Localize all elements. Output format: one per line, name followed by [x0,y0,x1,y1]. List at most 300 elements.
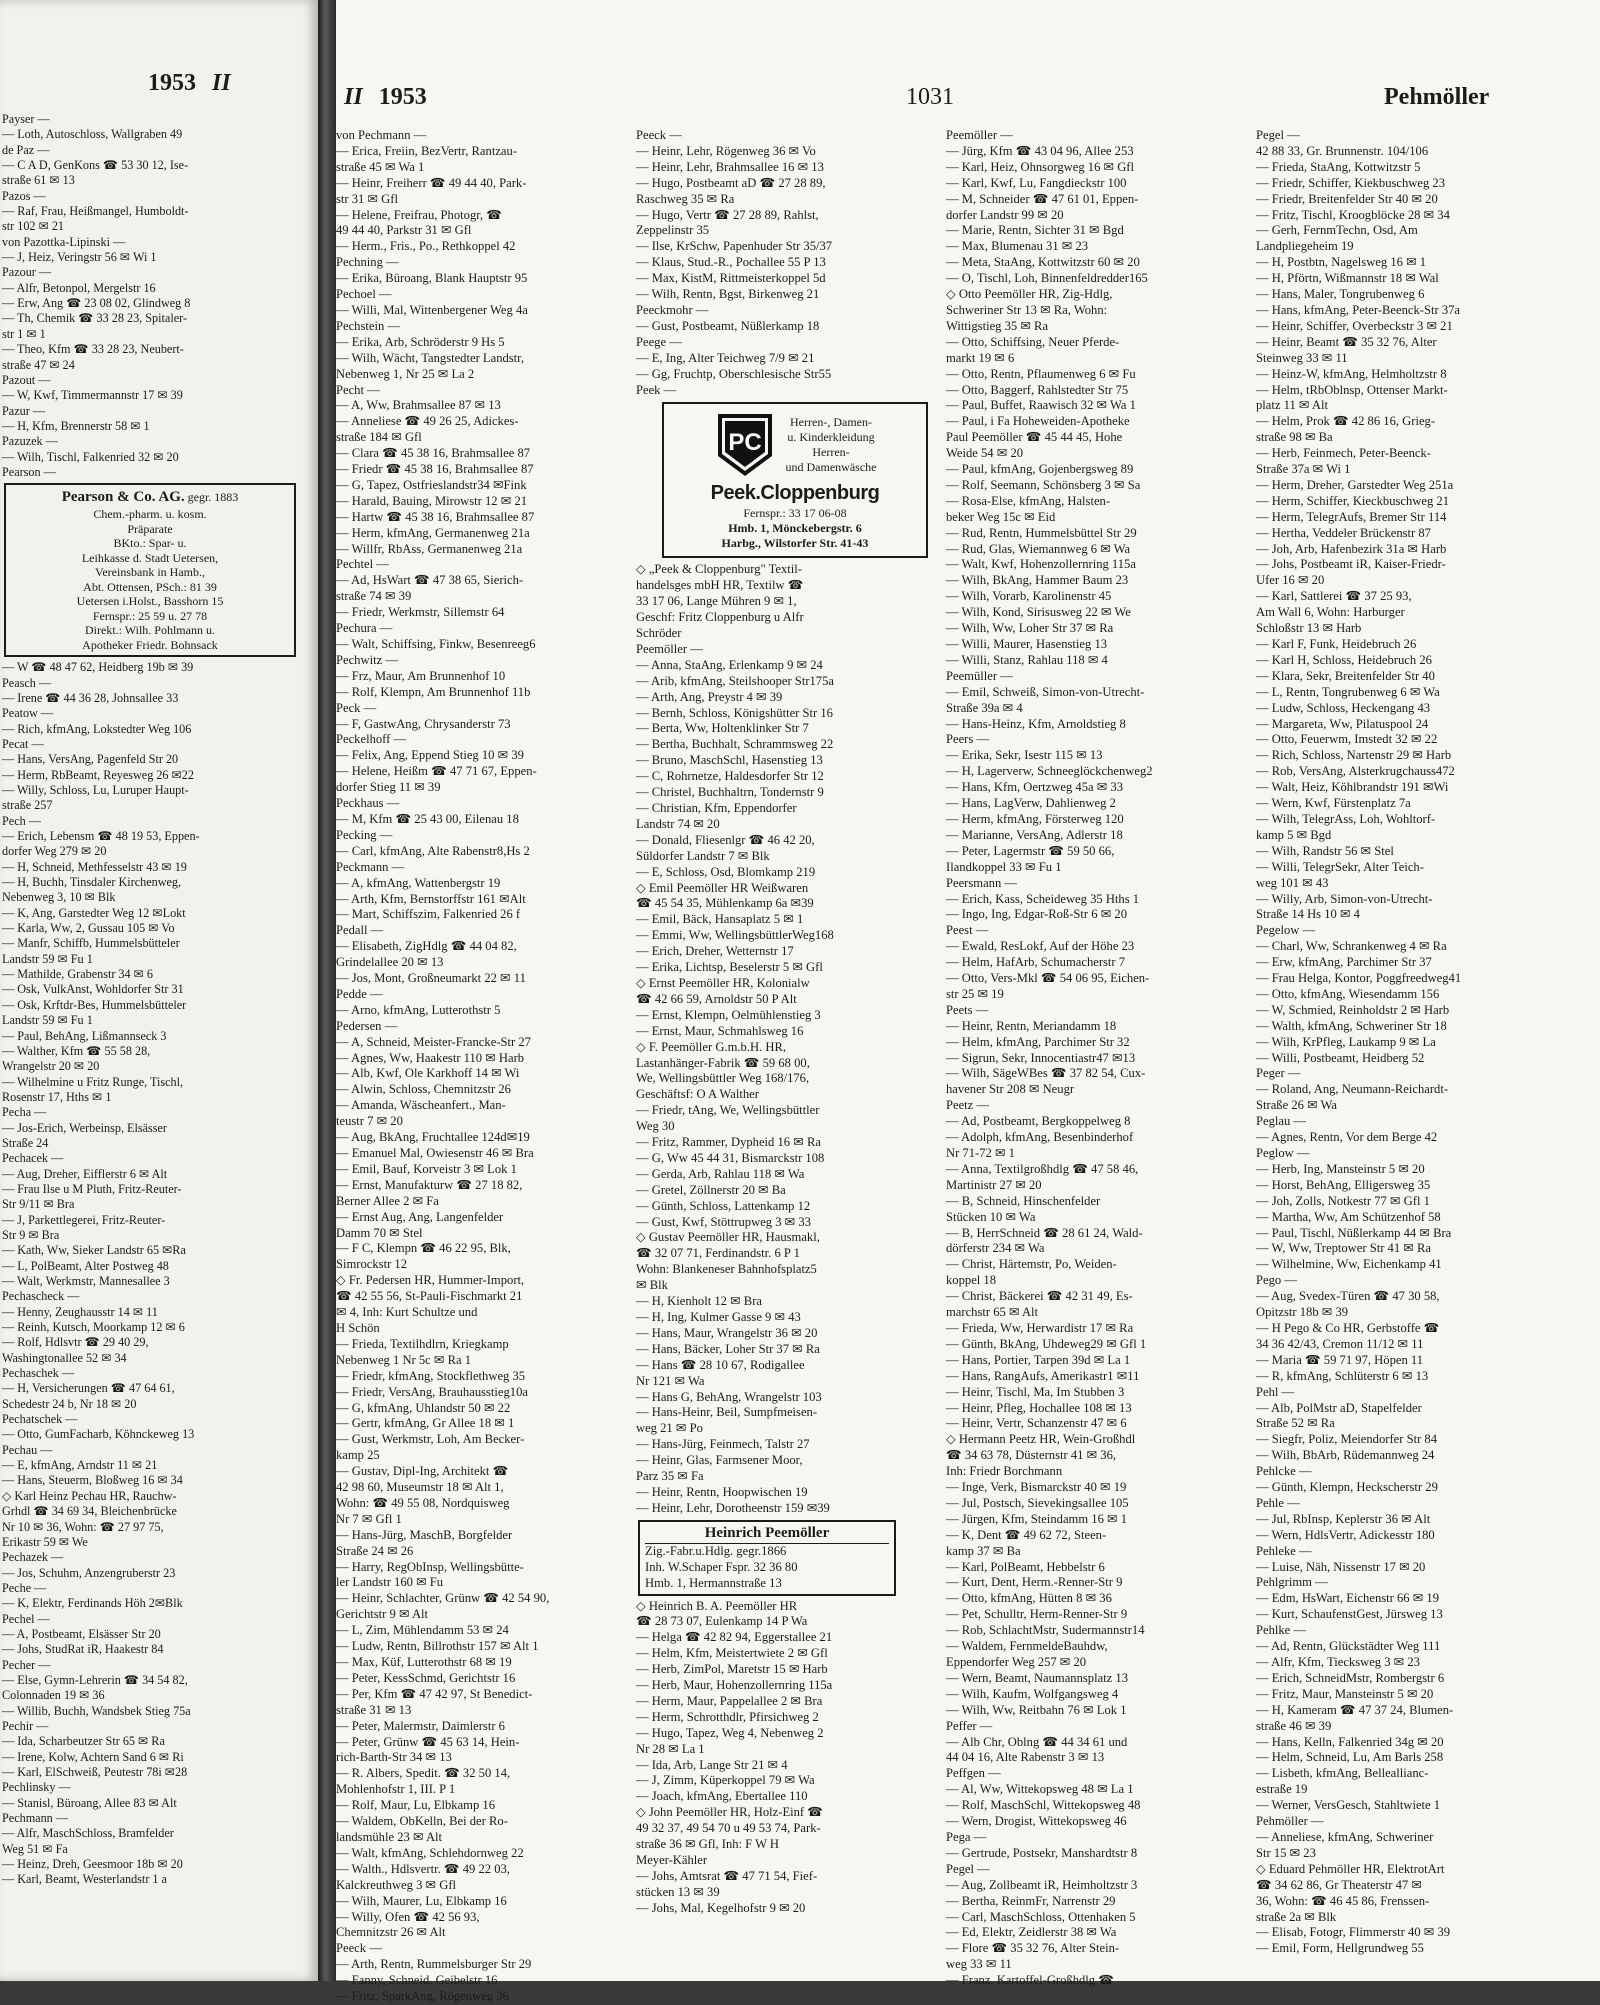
catchword: Pehmöller [1384,84,1490,110]
directory-entry: — Willy, Arb, Simon-von-Utrecht- [1256,891,1433,906]
pc-phone: Fernspr.: 33 17 06-08 [743,506,847,521]
directory-entry: — Paul, Buffet, Raawisch 32 ✉ Wa 1 [946,398,1136,413]
pc-ad-line: und Damenwäsche [785,460,877,475]
directory-entry: — Willi, Postbeamt, Heidberg 52 [1256,1050,1425,1065]
directory-entry: — Wilh, Kond, Sirisusweg 22 ✉ We [946,605,1131,620]
directory-entry: — Raf, Frau, Heißmangel, Humboldt- [2,204,189,219]
directory-entry: — Walth, kfmAng, Schweriner Str 18 [1256,1018,1447,1033]
directory-entry: Paul Peemöller ☎ 45 44 45, Hohe [946,430,1123,445]
directory-entry: — Jos, Schuhm, Anzengruberstr 23 [2,1565,176,1580]
directory-entry: Schedestr 24 b, Nr 18 ✉ 20 [2,1396,137,1411]
directory-entry: Raschweg 35 ✉ Ra [636,191,735,206]
directory-entry: — W, Schmied, Reinholdstr 2 ✉ Harb [1256,1002,1450,1017]
directory-entry: — Jul, RbInsp, Keplerstr 36 ✉ Alt [1256,1511,1431,1526]
directory-entry: — A, Ww, Brahmsallee 87 ✉ 13 [336,398,501,413]
directory-entry: dorfer Landstr 99 ✉ 20 [946,207,1064,222]
directory-entry: — B, Schneid, Hinschenfelder [946,1193,1101,1208]
directory-entry: ◇ Fr. Pedersen HR, Hummer-Import, [336,1273,525,1288]
directory-entry: — Fritz, SparkAng, Rögenweg 36 [336,1989,509,2004]
directory-entry: Peglau — [1256,1114,1307,1129]
directory-entry: — Christ, Bäckerei ☎ 42 31 49, Es- [946,1289,1133,1304]
directory-entry: — Ingo, Ing, Edgar-Roß-Str 6 ✉ 20 [946,907,1127,922]
directory-entry: — Aug, Dreher, Eifflerstr 6 ✉ Alt [2,1166,168,1181]
directory-entry: — Willi, Maurer, Hasenstieg 13 [946,637,1108,651]
directory-entry: — Frieda, Ww, Herwardistr 17 ✉ Ra [946,1320,1134,1335]
directory-entry: — Fritz, Rammer, Dypheid 16 ✉ Ra [636,1135,821,1150]
directory-entry: — Flore ☎ 35 32 76, Alter Stein- [946,1941,1120,1956]
directory-entry: Inh: Friedr Borchmann [946,1464,1063,1479]
directory-entry: kamp 25 [336,1448,380,1463]
directory-entry: — Siegfr, Poliz, Meiendorfer Str 84 [1256,1432,1438,1447]
directory-entry: — R. Albers, Spedit. ☎ 32 50 14, [336,1766,511,1781]
directory-entry: 42 88 33, Gr. Brunnenstr. 104/106 [1256,143,1429,158]
directory-entry: — Jul, Postsch, Sievekingsallee 105 [946,1495,1129,1510]
directory-entry: Pedde — [336,986,383,1001]
directory-entry: Str 9 ✉ Bra [2,1227,60,1242]
directory-entry: — Rob, SchlachtMstr, Sudermannstr14 [946,1623,1145,1638]
directory-entry: ◇ Hermann Peetz HR, Wein-Großhdl [946,1432,1136,1447]
directory-entry: — Wilh, BbArb, Rüdemannweg 24 [1256,1448,1435,1463]
directory-entry: Pehlgrimm — [1256,1575,1328,1590]
directory-entry: Pecat — [2,736,44,751]
directory-entry: — Wern, Beamt, Naumannsplatz 13 [946,1670,1129,1685]
directory-entry: — Wilh, Kaufm, Wolfgangsweg 4 [946,1686,1119,1701]
directory-entry: — Ludw, Rentn, Billrothstr 157 ✉ Alt 1 [336,1639,539,1654]
directory-entry: Weg 30 [636,1119,675,1134]
directory-entry: Grhdl ☎ 34 69 34, Bleichenbrücke [2,1504,177,1519]
directory-entry: — Carl, MaschSchloss, Ottenhaken 5 [946,1909,1136,1924]
directory-entry: — Alfr, Betonpol, Mergelstr 16 [2,280,156,295]
directory-entry: — Heinr, Rentn, Meriandamm 18 [946,1018,1117,1033]
directory-entry: — Ad, Postbeamt, Bergkoppelweg 8 [946,1114,1131,1129]
directory-entry: — C A D, GenKons ☎ 53 30 12, Ise- [2,158,189,173]
directory-entry: — Max, Blumenau 31 ✉ 23 [946,239,1089,254]
directory-entry: — Walt, Kwf, Hohenzollernring 115a [946,557,1136,572]
directory-entry: — Heinr, Schlachter, Grünw ☎ 42 54 90, [336,1591,550,1606]
directory-entry: Pehl — [1256,1384,1295,1399]
directory-entry: str 25 ✉ 19 [946,986,1004,1001]
directory-entry: Weg 51 ✉ Fa [2,1841,68,1856]
directory-entry: — Herm, Schiffer, Kieckbuschweg 21 [1256,493,1450,508]
directory-entry: Pehlke — [1256,1623,1307,1638]
directory-entry: Schröder [636,626,682,641]
directory-entry: straße 74 ✉ 39 [336,589,412,604]
directory-entry: — Erw, Ang ☎ 23 08 02, Glindweg 8 [2,296,191,311]
directory-entry: — G, Tapez, Ostfrieslandstr34 ✉Fink [336,477,527,492]
directory-entry: — Ilse, KrSchw, Papenhuder Str 35/37 [636,239,833,254]
directory-entry: — Max, Küf, Lutterothstr 68 ✉ 19 [336,1655,512,1669]
directory-entry: — E, kfmAng, Arndstr 11 ✉ 21 [2,1458,158,1473]
directory-entry: — Rolf, Klempn, Am Brunnenhof 11b [336,684,531,699]
directory-entry: — Ed, Elektr, Zeidlerstr 38 ✉ Wa [946,1925,1117,1940]
directory-entry: Straße 39a ✉ 4 [946,700,1023,715]
directory-entry: — Erich, Dreher, Wetternstr 17 [636,944,794,959]
directory-entry: — Emil, Form, Hellgrundweg 55 [1256,1941,1424,1956]
directory-entry: — Alb, Kwf, Ole Karkhoff 14 ✉ Wi [336,1066,520,1081]
directory-entry: Peetz — [946,1098,990,1113]
directory-entry: Peets — [946,1002,989,1017]
directory-entry: Nr 7 ✉ Gfl 1 [336,1511,402,1526]
directory-entry: Pedersen — [336,1018,398,1033]
directory-entry: — Klaus, Stud.-R., Pochallee 55 P 13 [636,255,826,270]
directory-entry: — Gg, Fruchtp, Oberschlesische Str55 [636,366,832,381]
directory-entry: — Heinr, Tischl, Ma, Im Stubben 3 [946,1384,1125,1399]
directory-entry: Straße 52 ✉ Ra [1256,1416,1335,1431]
directory-entry: — Paul, BehAng, Lißmannseck 3 [2,1028,167,1043]
directory-entry: — Berta, Ww, Holtenklinker Str 7 [636,721,809,736]
directory-entry: Schloßstr 13 ✉ Harb [1256,621,1362,636]
directory-entry: — Christel, Buchhaltrn, Tondernstr 9 [636,785,824,800]
directory-entry: — Ewald, ResLokf, Auf der Höhe 23 [946,939,1135,954]
left-page [0,0,318,1981]
directory-entry: — Walt, Schiffsing, Finkw, Besenreeg6 [336,637,536,651]
directory-entry: — Adolph, kfmAng, Besenbinderhof [946,1130,1134,1145]
directory-entry: — Erika, Lichtsp, Beselerstr 5 ✉ Gfl [636,960,823,975]
directory-entry: — Wilh, Ww, Reitbahn 76 ✉ Lok 1 [946,1702,1127,1717]
pc-address-2: Harbg., Wilstorfer Str. 41-43 [721,536,869,551]
directory-entry: — Wilhelmine u Fritz Runge, Tischl, [2,1074,184,1089]
directory-entry: — M, Kfm ☎ 25 43 00, Eilenau 18 [336,811,519,826]
directory-entry: — Mart, Schiffszim, Falkenried 26 f [336,907,521,922]
directory-entry: Peest — [946,923,989,938]
directory-entry: — Ernst, Manufakturw ☎ 27 18 82, [336,1177,523,1192]
directory-entry: — Peter, Grünw ☎ 45 63 14, Hein- [336,1734,520,1749]
directory-entry: straße 45 ✉ Wa 1 [336,159,425,174]
directory-entry: Peemöller — [946,128,1013,142]
directory-entry: — Jürgen, Kfm, Steindamm 16 ✉ 1 [946,1511,1128,1526]
directory-entry: — Heinz, Dreh, Geesmoor 18b ✉ 20 [2,1857,183,1872]
directory-entry: straße 184 ✉ Gfl [336,430,422,445]
directory-entry: Opitzstr 18b ✉ 39 [1256,1305,1349,1320]
left-year: 1953 [148,70,196,96]
pearson-ad-line: Apotheker Friedr. Bohnsack [82,637,218,652]
directory-entry: havener Str 208 ✉ Neugr [946,1082,1075,1097]
directory-entry: — K, Dent ☎ 49 62 72, Steen- [946,1527,1107,1542]
directory-entry: — Arth, Kfm, Bernstorffstr 161 ✉Alt [336,891,526,906]
directory-entry: — Gertrude, Postsekr, Manshardtstr 8 [946,1845,1138,1860]
directory-entry: str 102 ✉ 21 [2,219,65,234]
directory-entry: Geschf: Fritz Cloppenburg u Alfr [636,610,804,625]
directory-entry: — Johs, StudRat iR, Haakestr 84 [2,1642,164,1657]
directory-entry: — Sigrun, Sekr, Innocentiastr47 ✉13 [946,1050,1136,1065]
directory-entry: — Friedr, Schiffer, Kiekbuschweg 23 [1256,175,1446,190]
directory-entry: — Erw, kfmAng, Parchimer Str 37 [1256,955,1432,970]
directory-entry: — Friedr ☎ 45 38 16, Brahmsallee 87 [336,462,534,477]
directory-entry: Zeppelinstr 35 [636,223,710,238]
directory-entry: — Willy, Schloss, Lu, Luruper Haupt- [2,783,189,797]
directory-entry: — Wilh, Tischl, Falkenried 32 ✉ 20 [2,449,179,464]
directory-entry: — E, Ing, Alter Teichweg 7/9 ✉ 21 [636,350,815,365]
directory-entry: — Osk, VulkAnst, Wohldorfer Str 31 [2,982,184,997]
directory-entry: — Ida, Arb, Lange Str 21 ✉ 4 [636,1757,788,1772]
directory-entry: — Bertha, Buchhalt, Schrammsweg 22 [636,737,834,752]
directory-entry: — Walt, Werkmstr, Mannesallee 3 [2,1274,170,1288]
directory-entry: Pazos — [2,188,46,203]
directory-entry: — Stanisl, Büroang, Allee 83 ✉ Alt [2,1795,177,1810]
directory-entry: — Joach, kfmAng, Ebertallee 110 [636,1789,808,1804]
directory-entry: — Walt, kfmAng, Schlehdornweg 22 [336,1845,524,1860]
directory-entry: Pechazek — [2,1550,64,1565]
directory-entry: — Heinr, Vertr, Schanzenstr 47 ✉ 6 [946,1416,1127,1431]
directory-entry: — Kurt, Dent, Herm.-Renner-Str 9 [946,1575,1123,1590]
directory-entry: — Agnes, Ww, Haakestr 110 ✉ Harb [336,1050,525,1065]
directory-entry: — Wern, HdlsVertr, Adickesstr 180 [1256,1527,1435,1542]
directory-entry: — H, Versicherungen ☎ 47 64 61, [2,1381,175,1396]
directory-entry: — H, Kameram ☎ 47 37 24, Blumen- [1256,1702,1454,1717]
directory-entry: — Helene, Heißm ☎ 47 71 67, Eppen- [336,764,537,779]
directory-entry: ◇ Emil Peemöller HR Weißwaren [636,880,809,895]
directory-entry: — Erika, Sekr, Isestr 115 ✉ 13 [946,748,1103,763]
directory-entry: Pechmann — [2,1811,69,1826]
directory-entry: Peersmann — [946,875,1017,890]
book-gutter [318,0,336,1981]
directory-entry: — Hans, Bäcker, Loher Str 37 ✉ Ra [636,1341,820,1356]
right-page-header-left [344,84,427,111]
directory-entry: — L, Rentn, Tongrubenweg 6 ✉ Wa [1256,684,1440,699]
directory-entry: — Wilh, BkAng, Hammer Baum 23 [946,573,1129,588]
directory-entry: dörferstr 234 ✉ Wa [946,1241,1045,1256]
directory-entry: — Emil, Schweiß, Simon-von-Utrecht- [946,684,1145,699]
directory-entry: — Herb, Ing, Mansteinstr 5 ✉ 20 [1256,1161,1425,1176]
directory-entry: — Paul, Tischl, Nüßlerkamp 44 ✉ Bra [1256,1225,1452,1240]
directory-entry: — Alb Chr, Oblng ☎ 44 34 61 und [946,1734,1128,1749]
directory-entry: — Hans, kfmAng, Peter-Beenck-Str 37a [1256,302,1460,317]
directory-entry: 49 32 37, 49 54 70 u 49 53 74, Park- [636,1821,821,1836]
directory-entry: — Rolf, MaschSchl, Wittekopsweg 48 [946,1798,1141,1813]
pc-ad-line: Herren-, Damen- [790,415,872,430]
directory-entry: straße 47 ✉ 24 [2,357,75,372]
directory-entry: — Max, KistM, Rittmeisterkoppel 5d [636,271,826,286]
directory-entry: koppel 18 [946,1273,997,1288]
directory-entry: Straße 24 ✉ 26 [336,1543,414,1558]
directory-entry: — Herm., Fris., Po., Rethkoppel 42 [336,239,516,254]
directory-entry: landsmühle 23 ✉ Alt [336,1829,443,1844]
hp-ad-line: Inh. W.Schaper Fspr. 32 36 80 [645,1559,798,1574]
directory-entry: — Willfr, RbAss, Germanenweg 21a [336,541,523,556]
directory-entry: Meyer-Kähler [636,1853,708,1867]
peek-cloppenburg-ad [662,402,928,558]
directory-entry: weg 101 ✉ 43 [1256,875,1329,890]
pearson-ad-line: Vereinsbank in Hamb., [95,565,205,580]
directory-entry: ☎ 32 07 71, Ferdinandstr. 6 P 1 [636,1246,800,1261]
directory-entry: Peeck — [336,1941,382,1956]
directory-entry: — Bruno, MaschSchl, Hasenstieg 13 [636,753,823,768]
directory-entry: — Hans, VersAng, Pagenfeld Str 20 [2,752,179,767]
directory-entry: Pechau — [2,1442,53,1457]
directory-entry: — Alfr, MaschSchloss, Bramfelder [2,1826,174,1841]
directory-entry: str 31 ✉ Gfl [336,191,398,206]
directory-entry: — Harry, RegObInsp, Wellingsbütte- [336,1559,524,1574]
directory-entry: — Hertha, Veddeler Brückenstr 87 [1256,525,1431,540]
directory-entry: — Jos, Mont, Großneumarkt 22 ✉ 11 [336,971,526,986]
directory-entry: — Karl, Sattlerei ☎ 37 25 93, [1256,589,1412,604]
directory-entry: ☎ 28 73 07, Eulenkamp 14 P Wa [636,1614,808,1629]
directory-entry: Pegel — [1256,128,1300,142]
directory-entry: — Herb, Feinmech, Peter-Beenck- [1256,446,1431,461]
directory-entry: — Helm, tRbOblnsp, Ottenser Markt- [1256,382,1448,397]
directory-entry: — Helga ☎ 42 82 94, Eggerstallee 21 [636,1630,833,1645]
directory-entry: — Günth, BkAng, Uhdeweg29 ✉ Gfl 1 [946,1336,1147,1351]
directory-entry: We, Wellingsbüttler Weg 168/176, [636,1071,810,1086]
directory-entry: Wittigstieg 35 ✉ Ra [946,318,1049,333]
directory-entry: — Friedr, kfmAng, Stockflethweg 35 [336,1368,526,1383]
directory-entry: — Luise, Näh, Nissenstr 17 ✉ 20 [1256,1559,1426,1574]
directory-entry: — Hans, Kfm, Oertzweg 45a ✉ 33 [946,780,1124,795]
directory-entry: — Rud, Rentn, Hummelsbüttel Str 29 [946,525,1137,540]
directory-entry: Peffgen — [946,1766,1001,1781]
directory-entry: — Frieda, Textilhdlrn, Kriegkamp [336,1336,509,1351]
directory-entry: — Wilh, SägeWBes ☎ 37 82 54, Cux- [946,1066,1146,1081]
pc-ad-line: Herren- [812,445,850,460]
directory-entry: — Rich, kfmAng, Lokstedter Weg 106 [2,721,192,736]
directory-entry: — Rolf, Maur, Lu, Elbkamp 16 [336,1798,495,1813]
directory-entry: Pazour — [2,265,52,280]
directory-entry: — Otto, GumFacharb, Köhnckeweg 13 [2,1427,195,1442]
directory-entry: — Erich, SchneidMstr, Rombergstr 6 [1256,1670,1445,1685]
directory-entry: — Ludw, Schloss, Heckengang 43 [1256,700,1431,715]
directory-entry: straße 46 ✉ 39 [1256,1718,1332,1733]
directory-entry: — Herb, Maur, Hohenzollernring 115a [636,1678,833,1693]
directory-entry: 33 17 06, Lange Mühren 9 ✉ 1, [636,594,797,609]
directory-entry: Stücken 10 ✉ Wa [946,1209,1036,1224]
directory-entry: — Johs, Amtsrat ☎ 47 71 54, Fief- [636,1868,818,1883]
directory-entry: — Herm, Maur, Pappelallee 2 ✉ Bra [636,1693,823,1708]
pearson-ad [4,483,296,657]
column-1 [336,128,632,2004]
directory-entry: — Wilh, Ww, Loher Str 37 ✉ Ra [946,621,1114,636]
column-3 [946,128,1246,1988]
directory-entry: Pecha — [2,1105,47,1120]
directory-entry: rich-Barth-Str 34 ✉ 13 [336,1750,452,1765]
directory-entry: — Rob, VersAng, Alsterkrugchauss472 [1256,764,1455,779]
directory-entry: handelsges mbH HR, Textilw ☎ [636,578,804,593]
directory-entry: Nebenweg 3, 10 ✉ Blk [2,890,116,905]
directory-entry: — Peter, Malermstr, Daimlerstr 6 [336,1718,505,1733]
pearson-ad-line: Uetersen i.Holst., Basshorn 15 [76,594,224,609]
directory-entry: — Friedr, tAng, We, Wellingsbüttler [636,1103,820,1118]
directory-entry: — Erich, Kass, Scheideweg 35 Hths 1 [946,891,1140,906]
directory-entry: H Schön [336,1320,380,1335]
hp-ad-title: Heinrich Peemöller [645,1524,889,1544]
directory-entry: ✉ 4, Inh: Kurt Schultze und [336,1305,478,1320]
directory-entry: Pechacek — [2,1151,64,1166]
directory-entry: von Pazottka-Lipinski — [2,234,126,249]
directory-entry: Lastanhänger-Fabrik ☎ 59 68 00, [636,1055,810,1070]
directory-entry: Peglow — [1256,1146,1310,1160]
directory-entry: weg 33 ✉ 11 [946,1957,1012,1972]
directory-entry: teustr 7 ✉ 20 [336,1114,403,1129]
directory-entry: Gerichtstr 9 ✉ Alt [336,1607,429,1622]
directory-entry: — Roland, Ang, Neumann-Reichardt- [1256,1082,1449,1097]
directory-entry: Berner Allee 2 ✉ Fa [336,1193,439,1208]
directory-entry: — L, PolBeamt, Alter Postweg 48 [2,1258,169,1273]
right-page [336,0,1600,2004]
directory-entry: estraße 19 [1256,1782,1308,1797]
directory-entry: — Otto, Vers-Mkl ☎ 54 06 95, Eichen- [946,971,1150,986]
directory-entry: ◇ Gustav Peemöller HR, Hausmakl, [636,1230,820,1245]
directory-entry: — Bertha, ReinmFr, Narrenstr 29 [946,1893,1116,1908]
directory-entry: — Heinr, Rentn, Hoopwischen 19 [636,1484,808,1499]
directory-entry: — Edm, HsWart, Eichenstr 66 ✉ 19 [1256,1591,1440,1606]
directory-entry: — Hans, Kelln, Falkenried 34g ✉ 20 [1256,1734,1444,1749]
directory-entry: Peatow — [2,706,54,721]
directory-entry: — Lisbeth, kfmAng, Belleallianc- [1256,1766,1429,1781]
directory-entry: — Meta, StaAng, Kottwitzstr 60 ✉ 20 [946,255,1140,270]
directory-entry: Straße 37a ✉ Wi 1 [1256,462,1351,477]
directory-entry: — Pet, Schulltr, Herm-Renner-Str 9 [946,1607,1128,1622]
directory-entry: — G, kfmAng, Uhlandstr 50 ✉ 22 [336,1400,511,1415]
directory-entry: — Gust, Postbeamt, Nüßlerkamp 18 [636,318,820,333]
pc-brand: Peek.Cloppenburg [710,482,880,505]
directory-entry: — Willy, Ofen ☎ 42 56 93, [336,1909,480,1924]
directory-entry: — Otto, kfmAng, Hütten 8 ✉ 36 [946,1591,1112,1606]
directory-entry: — Anneliese, kfmAng, Schweriner [1256,1829,1434,1844]
directory-entry: stücken 13 ✉ 39 [636,1884,720,1899]
directory-entry: markt 19 ✉ 6 [946,350,1015,365]
directory-entry: Pechaschek — [2,1366,75,1381]
directory-entry: — Inge, Verk, Bismarckstr 40 ✉ 19 [946,1480,1127,1495]
directory-entry: Peckhaus — [336,796,400,811]
directory-entry: — Rich, Schloss, Nartenstr 29 ✉ Harb [1256,748,1452,763]
directory-entry: dorfer Stieg 11 ✉ 39 [336,780,441,795]
directory-entry: — Wilh, Rentn, Bgst, Birkenweg 21 [636,287,820,302]
directory-entry: — Gust, Werkmstr, Loh, Am Becker- [336,1432,525,1447]
directory-entry: — Kath, Ww, Sieker Landstr 65 ✉Ra [2,1243,186,1258]
directory-entry: Damm 70 ✉ Stel [336,1225,423,1240]
directory-entry: — Herm, Dreher, Garstedter Weg 251a [1256,477,1454,492]
directory-entry: — Gustav, Dipl-Ing, Architekt ☎ [336,1464,509,1479]
column-2 [636,128,936,1968]
directory-entry: — Elisabeth, ZigHdlg ☎ 44 04 82, [336,939,517,954]
directory-entry: Martinistr 27 ✉ 20 [946,1177,1042,1192]
directory-entry: — Otto, Schiffsing, Neuer Pferde- [946,334,1120,349]
directory-entry: — O, Tischl, Loh, Binnenfeldredder165 [946,271,1148,286]
directory-entry: — Frau Ilse u M Pluth, Fritz-Reuter- [2,1181,182,1196]
directory-entry: — Walther, Kfm ☎ 55 58 28, [2,1043,151,1058]
directory-entry: Mohlenhofstr 1, III. P 1 [336,1782,456,1797]
directory-entry: Wrangelstr 20 ✉ 20 [2,1059,100,1074]
directory-entry: — Heinr, Schiffer, Overbeckstr 3 ✉ 21 [1256,318,1453,333]
directory-entry: — Paul, i Fa Hoheweiden-Apotheke [946,414,1130,429]
directory-entry: — Heinz-W, kfmAng, Helmholtzstr 8 [1256,366,1447,381]
directory-entry: — H, Kienholt 12 ✉ Bra [636,1294,762,1309]
directory-entry: marchstr 65 ✉ Alt [946,1305,1039,1320]
directory-entry: — Al, Ww, Wittekopsweg 48 ✉ La 1 [946,1782,1134,1797]
directory-entry: — Erica, Freiin, BezVertr, Rantzau- [336,143,517,158]
directory-entry: Peffer — [946,1718,993,1733]
directory-entry: straße 36 ✉ Gfl, Inh: F W H [636,1837,780,1852]
directory-entry: Nebenweg 1 Nr 5c ✉ Ra 1 [336,1352,472,1367]
directory-entry: — Wilh, Randstr 56 ✉ Stel [1256,843,1394,858]
directory-entry: Pechwitz — [336,652,398,667]
directory-entry: — Jürg, Kfm ☎ 43 04 96, Allee 253 [946,143,1134,158]
directory-entry: — Margareta, Ww, Pilatuspool 24 [1256,716,1429,731]
directory-entry: weg 21 ✉ Po [636,1421,703,1436]
directory-entry: Peck — [336,700,377,715]
hp-ad-line: Hmb. 1, Hermannstraße 13 [645,1575,782,1590]
directory-entry: ☎ 34 62 86, Gr Theaterstr 47 ✉ [1256,1877,1422,1892]
directory-entry: Pechir — [2,1718,49,1733]
directory-entry: Pazout — [2,372,51,387]
directory-entry: — Wilh, Wächt, Tangstedter Landstr, [336,350,525,365]
directory-entry: — Felix, Ang, Eppend Stieg 10 ✉ 39 [336,748,524,763]
directory-entry: — Hugo, Vertr ☎ 27 28 89, Rahlst, [636,207,819,222]
directory-entry: — Arth, Ang, Preystr 4 ✉ 39 [636,689,783,704]
directory-entry: — Anna, StaAng, Erlenkamp 9 ✉ 24 [636,657,823,672]
directory-entry: Pechning — [336,255,399,270]
directory-entry: — Otto, kfmAng, Wiesendamm 156 [1256,986,1440,1001]
directory-entry: 49 44 40, Parkstr 31 ✉ Gfl [336,223,472,238]
